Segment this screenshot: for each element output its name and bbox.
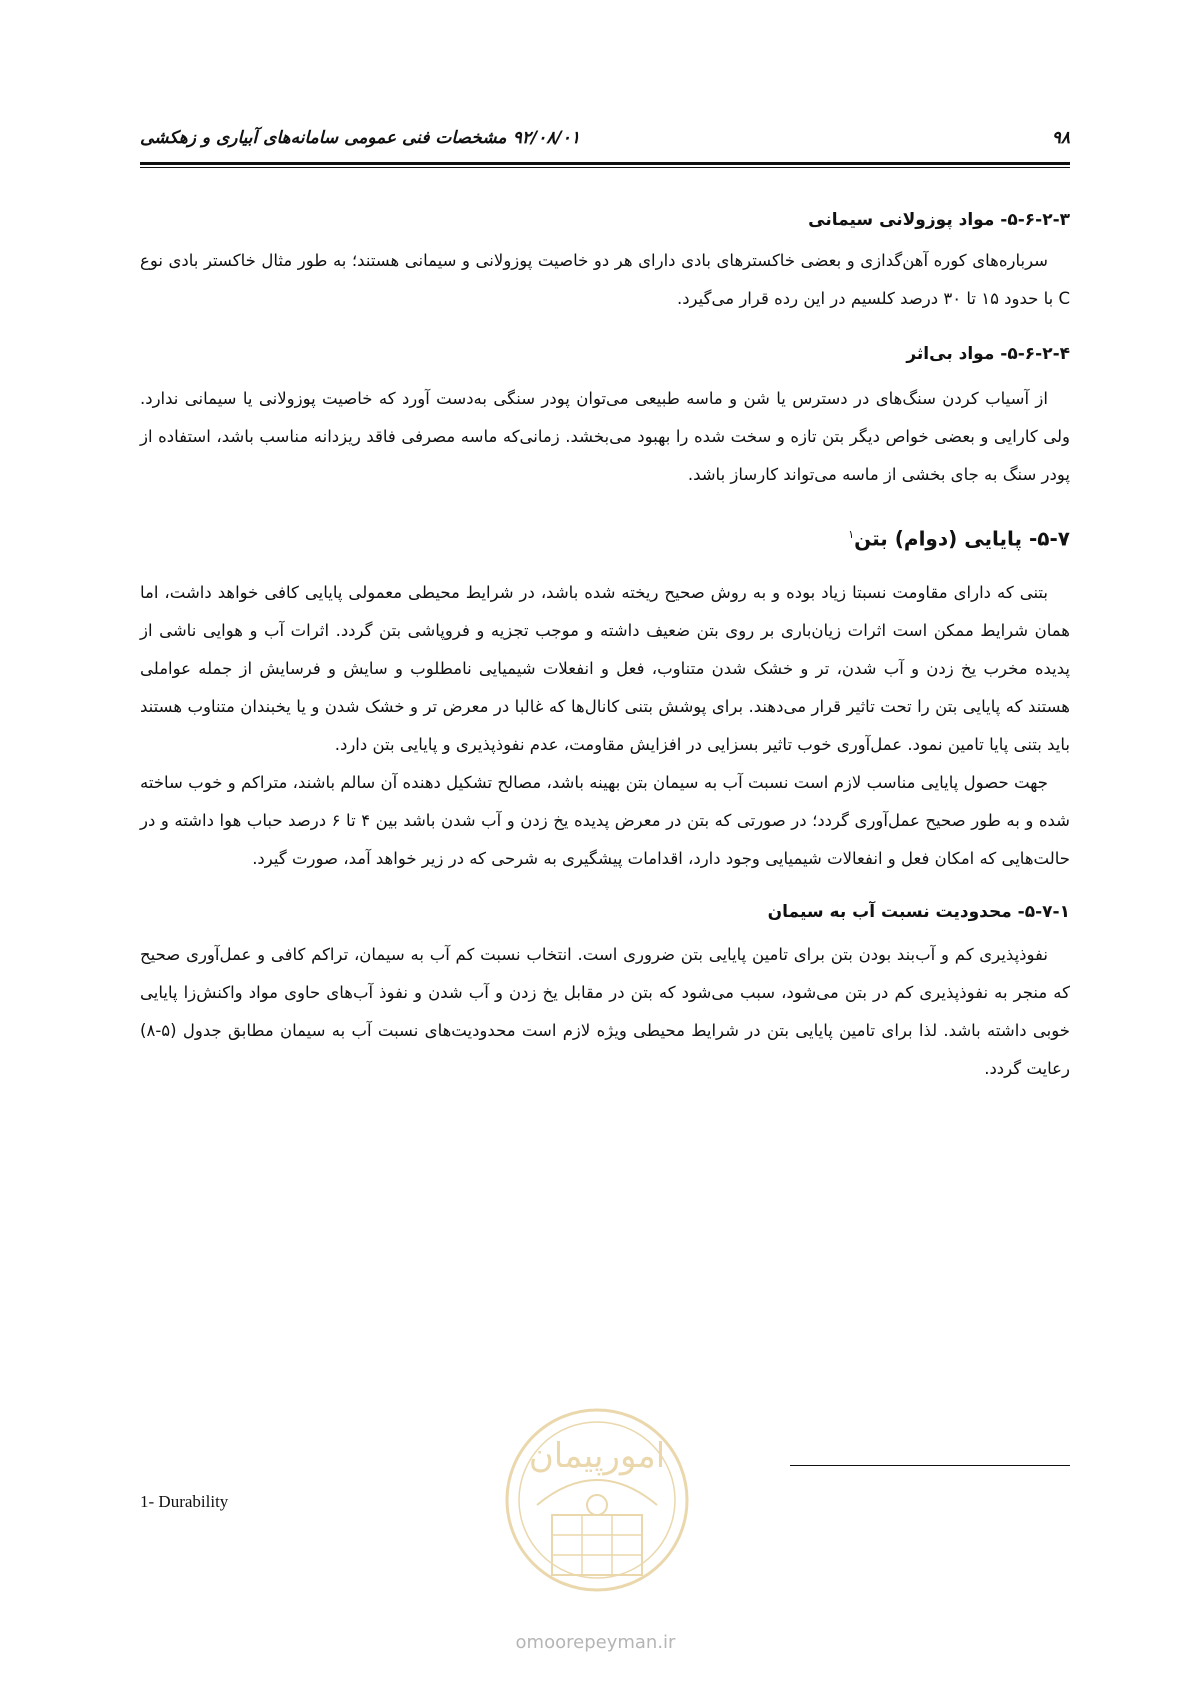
page-number: ۹۸ <box>1051 128 1070 148</box>
page-body <box>140 206 1070 1088</box>
page-header <box>140 128 1070 150</box>
paragraph: سرباره‌های کوره آهن‌گدازی و بعضی خاکسترهای بادی دارای هر دو خاصیت پوزولانی و سیمانی هستند؛ به طور مثال خاکستر بادی نوع C با حدود ۱۵ تا ۳۰ درصد کلسیم در این رده قرار می‌گیرد. <box>140 251 1070 308</box>
watermark-site: omoorepeyman.ir <box>515 1632 676 1653</box>
chapter-heading <box>140 520 1070 554</box>
watermark-logo <box>467 1395 727 1615</box>
chapter-heading-text: ۵-۷- پایایی (دوام) بتن <box>854 526 1070 551</box>
section-heading: ۵-۷-۱- محدودیت نسبت آب به سیمان <box>767 901 1070 922</box>
section-heading: ۵-۶-۲-۴- مواد بی‌اثر <box>906 344 1070 364</box>
header-rule <box>140 162 1070 165</box>
header-rule-thin <box>140 167 1070 168</box>
paragraph: از آسیاب کردن سنگ‌های در دسترس یا شن و ماسه طبیعی می‌توان پودر سنگی به‌دست آورد که خاصیت پوزولانی یا سیمانی ندارد. ولی کارایی و بعضی خواص دیگر بتن تازه و سخت شده را بهبود می‌بخشد. زمانی‌که ماسه مصرفی فاقد ریزدانه مناسب باشد، استفاده از پودر سنگ به جای بخشی از ماسه می‌تواند کارساز باشد. <box>140 389 1070 484</box>
section-heading: ۵-۶-۲-۳- مواد پوزولانی سیمانی <box>808 210 1070 230</box>
header-title: مشخصات فنی عمومی سامانه‌های آبیاری و زهکشی <box>140 128 507 148</box>
footnote-rule <box>790 1465 1070 1466</box>
footnote-mark: ۱ <box>848 528 855 541</box>
paragraph: جهت حصول پایایی مناسب لازم است نسبت آب به سیمان بتن بهینه باشد، مصالح تشکیل دهنده آن سالم باشند، متراکم و خوب ساخته شده و به طور صحیح عمل‌آوری گردد؛ در صورتی که بتن در معرض پدیده یخ زدن و آب شدن باشد بین ۴ تا ۶ درصد حباب هوا داشته و در حالت‌هایی که امکان فعل و انفعالات شیمیایی وجود دارد، اقدامات پیشگیری به شرحی که در زیر خواهد آمد، صورت گیرد. <box>140 772 1070 868</box>
paragraph: بتنی که دارای مقاومت نسبتا زیاد بوده و به روش صحیح ریخته شده باشد، در شرایط محیطی معمولی پایایی کافی خواهد داشت، اما همان شرایط ممکن است اثرات زیان‌باری بر روی بتن ضعیف داشته و موجب تجزیه و فروپاشی بتن گردد. اثرات آب و هوایی ناشی از پدیده مخرب یخ زدن و آب شدن، تر و خشک شدن متناوب، فعل و انفعلات شیمیایی نامطلوب و سایش و فرسایش از جمله عواملی هستند که پایایی بتن را تحت تاثیر قرار می‌دهند. برای پوشش بتنی کانال‌ها که غالبا در معرض تر و خشک شدن و یا یخبندان متناوب هستند باید بتنی پایا تامین نمود. عمل‌آوری خوب تاثیر بسزایی در افزایش مقاومت، عدم نفوذپذیری و پایایی بتن دارد. <box>140 582 1070 754</box>
paragraph: نفوذپذیری کم و آب‌بند بودن بتن برای تامین پایایی بتن ضروری است. انتخاب نسبت کم آب به سیمان، تراکم کافی و عمل‌آوری صحیح که منجر به نفوذپذیری کم در بتن می‌شود، سبب می‌شود که بتن در مقابل یخ زدن و آب شدن و نفوذ آب‌های حاوی مواد واکنش‌زا پایایی خوبی داشته باشد. لذا برای تامین پایایی بتن در شرایط محیطی ویژه لازم است محدودیت‌های نسبت آب به سیمان مطابق جدول (۵-۸) رعایت گردد. <box>140 944 1070 1078</box>
footnote: 1- Durability <box>140 1492 229 1511</box>
header-date: ۹۲/۰۸/۰۱ <box>512 128 580 148</box>
watermark-logo-text: امورپیمان <box>528 1436 666 1476</box>
